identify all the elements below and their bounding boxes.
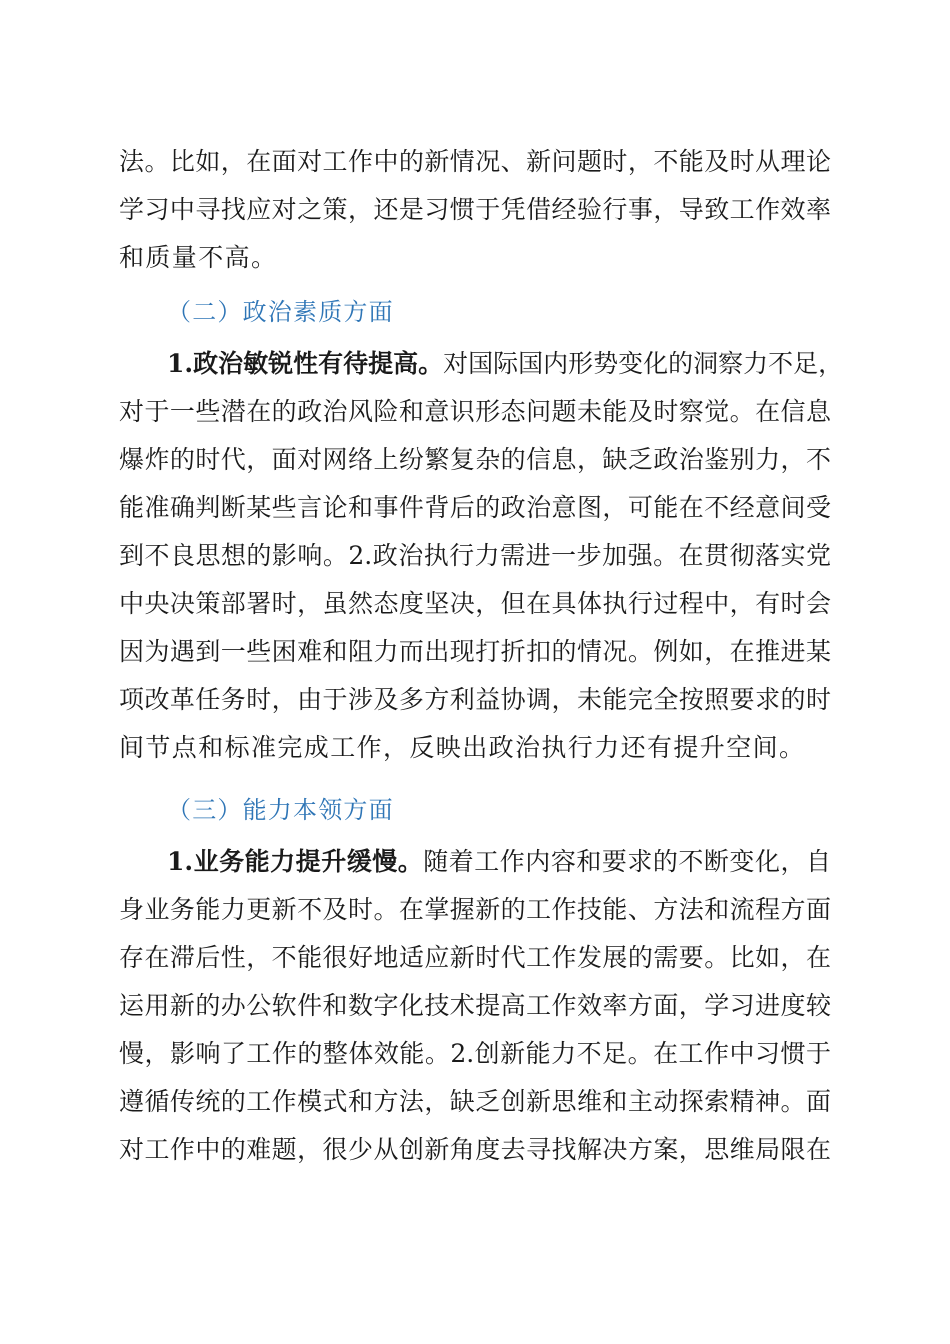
paragraph-line: 到不良思想的影响。2.政治执行力需进一步加强。在贯彻落实党 [119,541,831,570]
paragraph-line: 和质量不高。 [119,243,278,272]
lead-rest-text: 随着工作内容和要求的不断变化，自 [423,847,831,876]
lead-rest-text: 对国际国内形势变化的洞察力不足， [443,349,844,378]
section-heading-political-quality: （二）政治素质方面 [167,298,394,326]
paragraph-line: 学习中寻找应对之策，还是习惯于凭借经验行事，导致工作效率 [119,195,831,224]
paragraph-lead-line [167,344,844,384]
paragraph-line: 慢，影响了工作的整体效能。2.创新能力不足。在工作中习惯于 [119,1039,831,1068]
paragraph-line: 运用新的办公软件和数字化技术提高工作效率方面，学习进度较 [119,991,831,1020]
paragraph-line: 间节点和标准完成工作，反映出政治执行力还有提升空间。 [119,733,806,762]
paragraph-line: 对于一些潜在的政治风险和意识形态问题未能及时察觉。在信息 [119,397,831,426]
paragraph-lead-line [167,842,831,882]
lead-bold-text: 1.政治敏锐性有待提高。 [167,349,444,378]
paragraph-line: 存在滞后性，不能很好地适应新时代工作发展的需要。比如，在 [119,943,831,972]
paragraph-line: 中央决策部署时，虽然态度坚决，但在具体执行过程中，有时会 [119,589,831,618]
paragraph-line: 因为遇到一些困难和阻力而出现打折扣的情况。例如，在推进某 [119,637,831,666]
paragraph-line: 能准确判断某些言论和事件背后的政治意图，可能在不经意间受 [119,493,831,522]
paragraph-line: 对工作中的难题，很少从创新角度去寻找解决方案，思维局限在 [119,1135,831,1164]
lead-bold-text: 1.业务能力提升缓慢。 [167,847,424,876]
paragraph-line: 项改革任务时，由于涉及多方利益协调，未能完全按照要求的时 [119,685,831,714]
paragraph-line: 身业务能力更新不及时。在掌握新的工作技能、方法和流程方面 [119,895,831,924]
paragraph-line: 爆炸的时代，面对网络上纷繁复杂的信息，缺乏政治鉴别力，不 [119,445,831,474]
paragraph-line: 遵循传统的工作模式和方法，缺乏创新思维和主动探索精神。面 [119,1087,831,1116]
section-heading-ability: （三）能力本领方面 [167,796,394,824]
paragraph-line: 法。比如，在面对工作中的新情况、新问题时，不能及时从理论 [119,147,831,176]
